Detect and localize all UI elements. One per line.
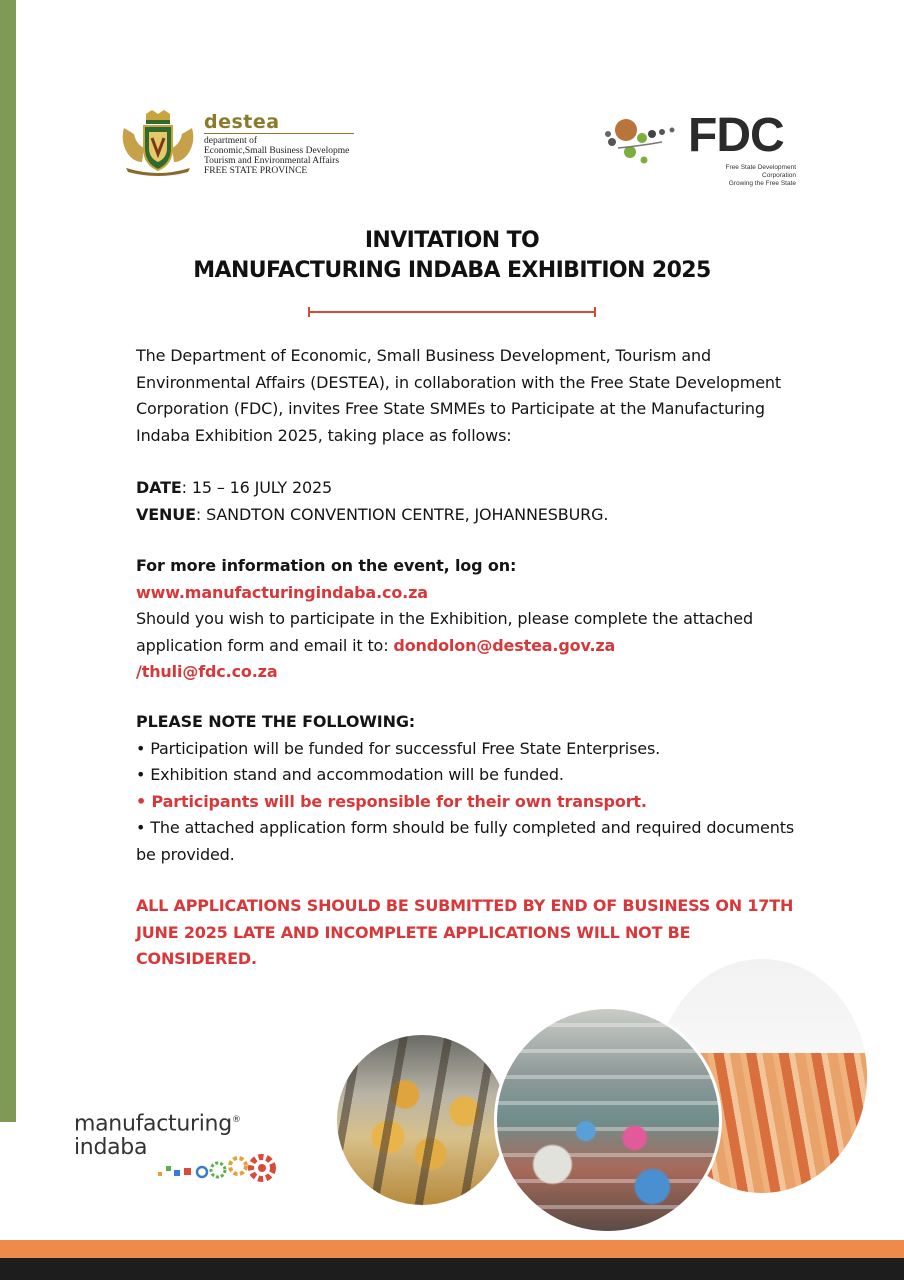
manufacturing-indaba-logo [74,1108,284,1188]
gear-icon [158,1152,284,1184]
participate-text [136,606,796,659]
deadline-warning: ALL APPLICATIONS SHOULD BE SUBMITTED BY END OF BUSINESS ON 17TH JUNE 2025 LATE AND INCOMPLETE APPLICATIONS WILL NOT BE CONSIDERED. [136,896,794,968]
footer-dark-bar [0,1258,904,1280]
destea-logo [116,108,356,176]
mi-wordmark-line2: indaba [74,1135,148,1161]
website-link[interactable]: www.manufacturingindaba.co.za [136,582,428,602]
email-link-destea[interactable]: dondolon@destea.gov.za [393,635,616,655]
fdc-balls-icon [600,112,682,168]
destea-sub-line: Tourism and Environmental Affairs [204,156,340,166]
fdc-sub-line: Free State Development Corporation [725,164,796,179]
mi-word1: manufacturing [74,1111,232,1137]
venue-row [136,502,796,529]
participate-sentence: Should you wish to participate in the Exhibition, please complete the attached application form and email it to: [136,609,753,655]
email-link-fdc[interactable]: /thuli@fdc.co.za [136,662,278,681]
notes-heading: PLEASE NOTE THE FOLLOWING: [136,712,416,731]
registered-mark: ® [231,1115,241,1125]
biscuit-production-photo [334,1032,510,1208]
fdc-wordmark: FDC [688,109,784,162]
destea-wordmark: destea [204,111,280,133]
intro-paragraph: The Department of Economic, Small Business Development, Tourism and Environmental Affairs (DESTEA), in collaboration with the Free State Development Corporation (FDC), invites Free State SMMEs to Participate at the Manufacturing Indaba Exhibition 2025, taking place as follows: [136,346,782,445]
footer-orange-bar [0,1240,904,1258]
destea-sub-line: department of [204,136,258,146]
note-item: • Exhibition stand and accommodation will be funded. [136,765,564,784]
side-accent-bar [0,0,16,1122]
destea-sub-line: Economic,Small Business Developme [204,146,350,156]
info-section [136,553,796,686]
mi-wordmark-line1 [74,1108,284,1136]
fdc-subtitle [690,164,796,188]
note-item: • Participation will be funded for successful Free State Enterprises. [136,738,661,758]
venue-value: : SANDTON CONVENTION CENTRE, JOHANNESBURG. [195,504,609,524]
venue-label: VENUE [136,504,196,524]
note-item-highlight: • Participants will be responsible for their own transport. [136,791,647,811]
note-item: • The attached application form should be fully completed and required documents be provided. [136,818,795,864]
event-details [136,475,796,528]
date-value: : 15 – 16 JULY 2025 [181,478,333,497]
fdc-sub-line: Growing the Free State [728,180,796,187]
notes-section [136,709,796,868]
info-heading: For more information on the event, log on: [136,556,517,575]
destea-rule [204,133,354,134]
fdc-logo [600,109,800,187]
date-label: DATE [136,478,182,497]
date-row [136,475,796,502]
coat-of-arms-icon [116,108,200,176]
page-title-line2: MANUFACTURING INDABA EXHIBITION 2025 [193,258,711,283]
destea-sub-line: FREE STATE PROVINCE [204,166,308,176]
title-divider [308,311,596,313]
sewing-factory-photo [494,1006,722,1234]
page-title-line1: INVITATION TO [364,228,540,253]
